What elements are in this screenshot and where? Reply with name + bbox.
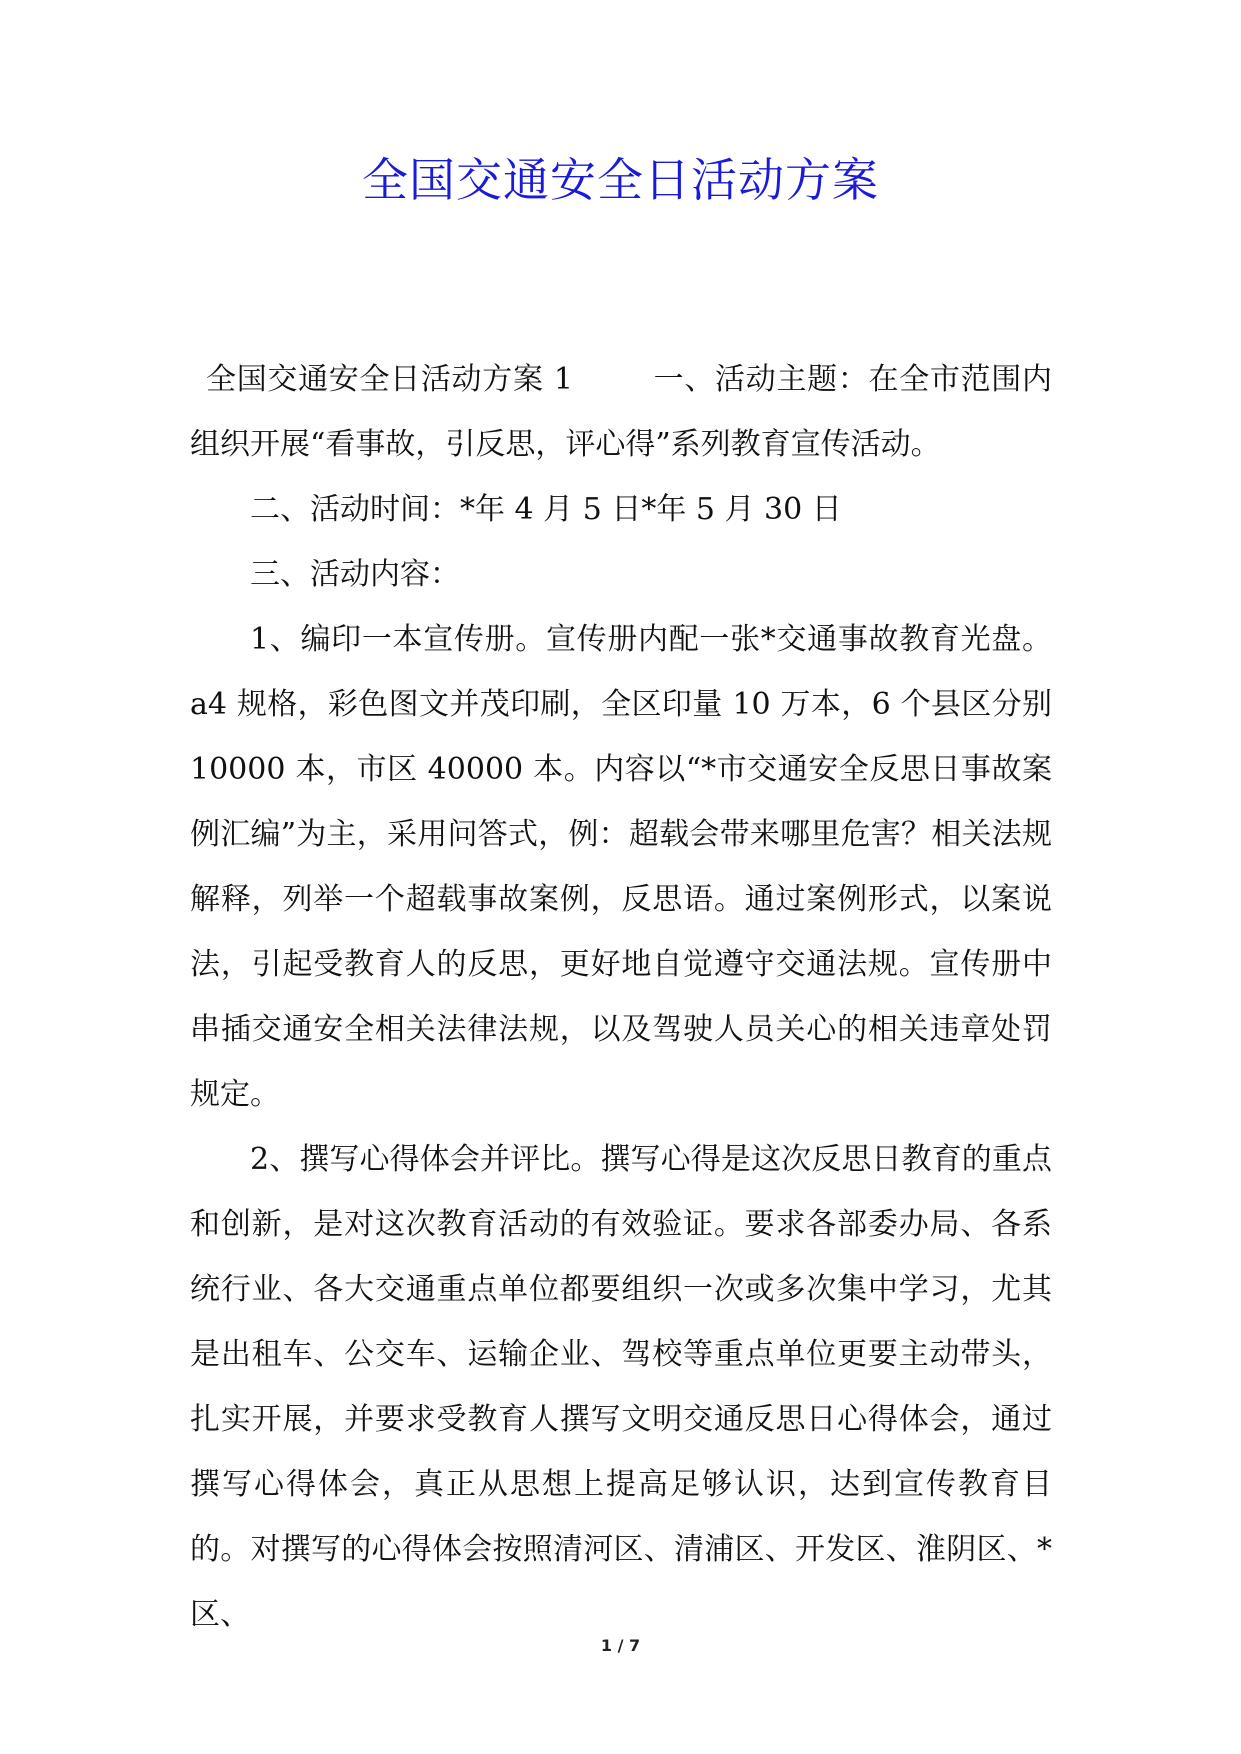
document-body <box>190 347 1052 1647</box>
document-title: 全国交通安全日活动方案 <box>362 153 879 207</box>
page-number: 1 / 7 <box>600 1636 641 1655</box>
paragraph-1 <box>190 347 1052 477</box>
paragraph-3: 三、活动内容： <box>250 557 460 592</box>
paragraph-5: 2、撰写心得体会并评比。撰写心得是这次反思日教育的重点和创新，是对这次教育活动的有效验证。要求各部委办局、各系统行业、各大交通重点单位都要组织一次或多次集中学习，尤其是出租车、公交车、运输企业、驾校等重点单位更要主动带头，扎实开展，并要求受教育人撰写文明交通反思日心得体会，通过撰写心得体会，真正从思想上提高足够认识，达到宣传教育目的。对撰写的心得体会按照清河区、清浦区、开发区、淮阴区、*区、 <box>190 1142 1052 1632</box>
paragraph-text: 一、活动主题：在全市范围内组织开展“看事故，引反思，评心得”系列教育宣传活动。 <box>190 362 1053 462</box>
section-heading: 全国交通安全日活动方案 1 <box>206 362 573 397</box>
paragraph-2: 二、活动时间：*年 4 月 5 日*年 5 月 30 日 <box>250 492 842 527</box>
paragraph-4: 1、编印一本宣传册。宣传册内配一张*交通事故教育光盘。a4 规格，彩色图文并茂印刷，全区印量 10 万本，6 个县区分别 10000 本，市区 40000 本。内容以“*市交通安全反思日事故案例汇编”为主，采用问答式，例：超载会带来哪里危害？相关法规解释，列举一个超载事故案例，反思语。通过案例形式，以案说法，引起受教育人的反思，更好地自觉遵守交通法规。宣传册中串插交通安全相关法律法规，以及驾驶人员关心的相关违章处罚规定。 <box>190 622 1052 1112</box>
